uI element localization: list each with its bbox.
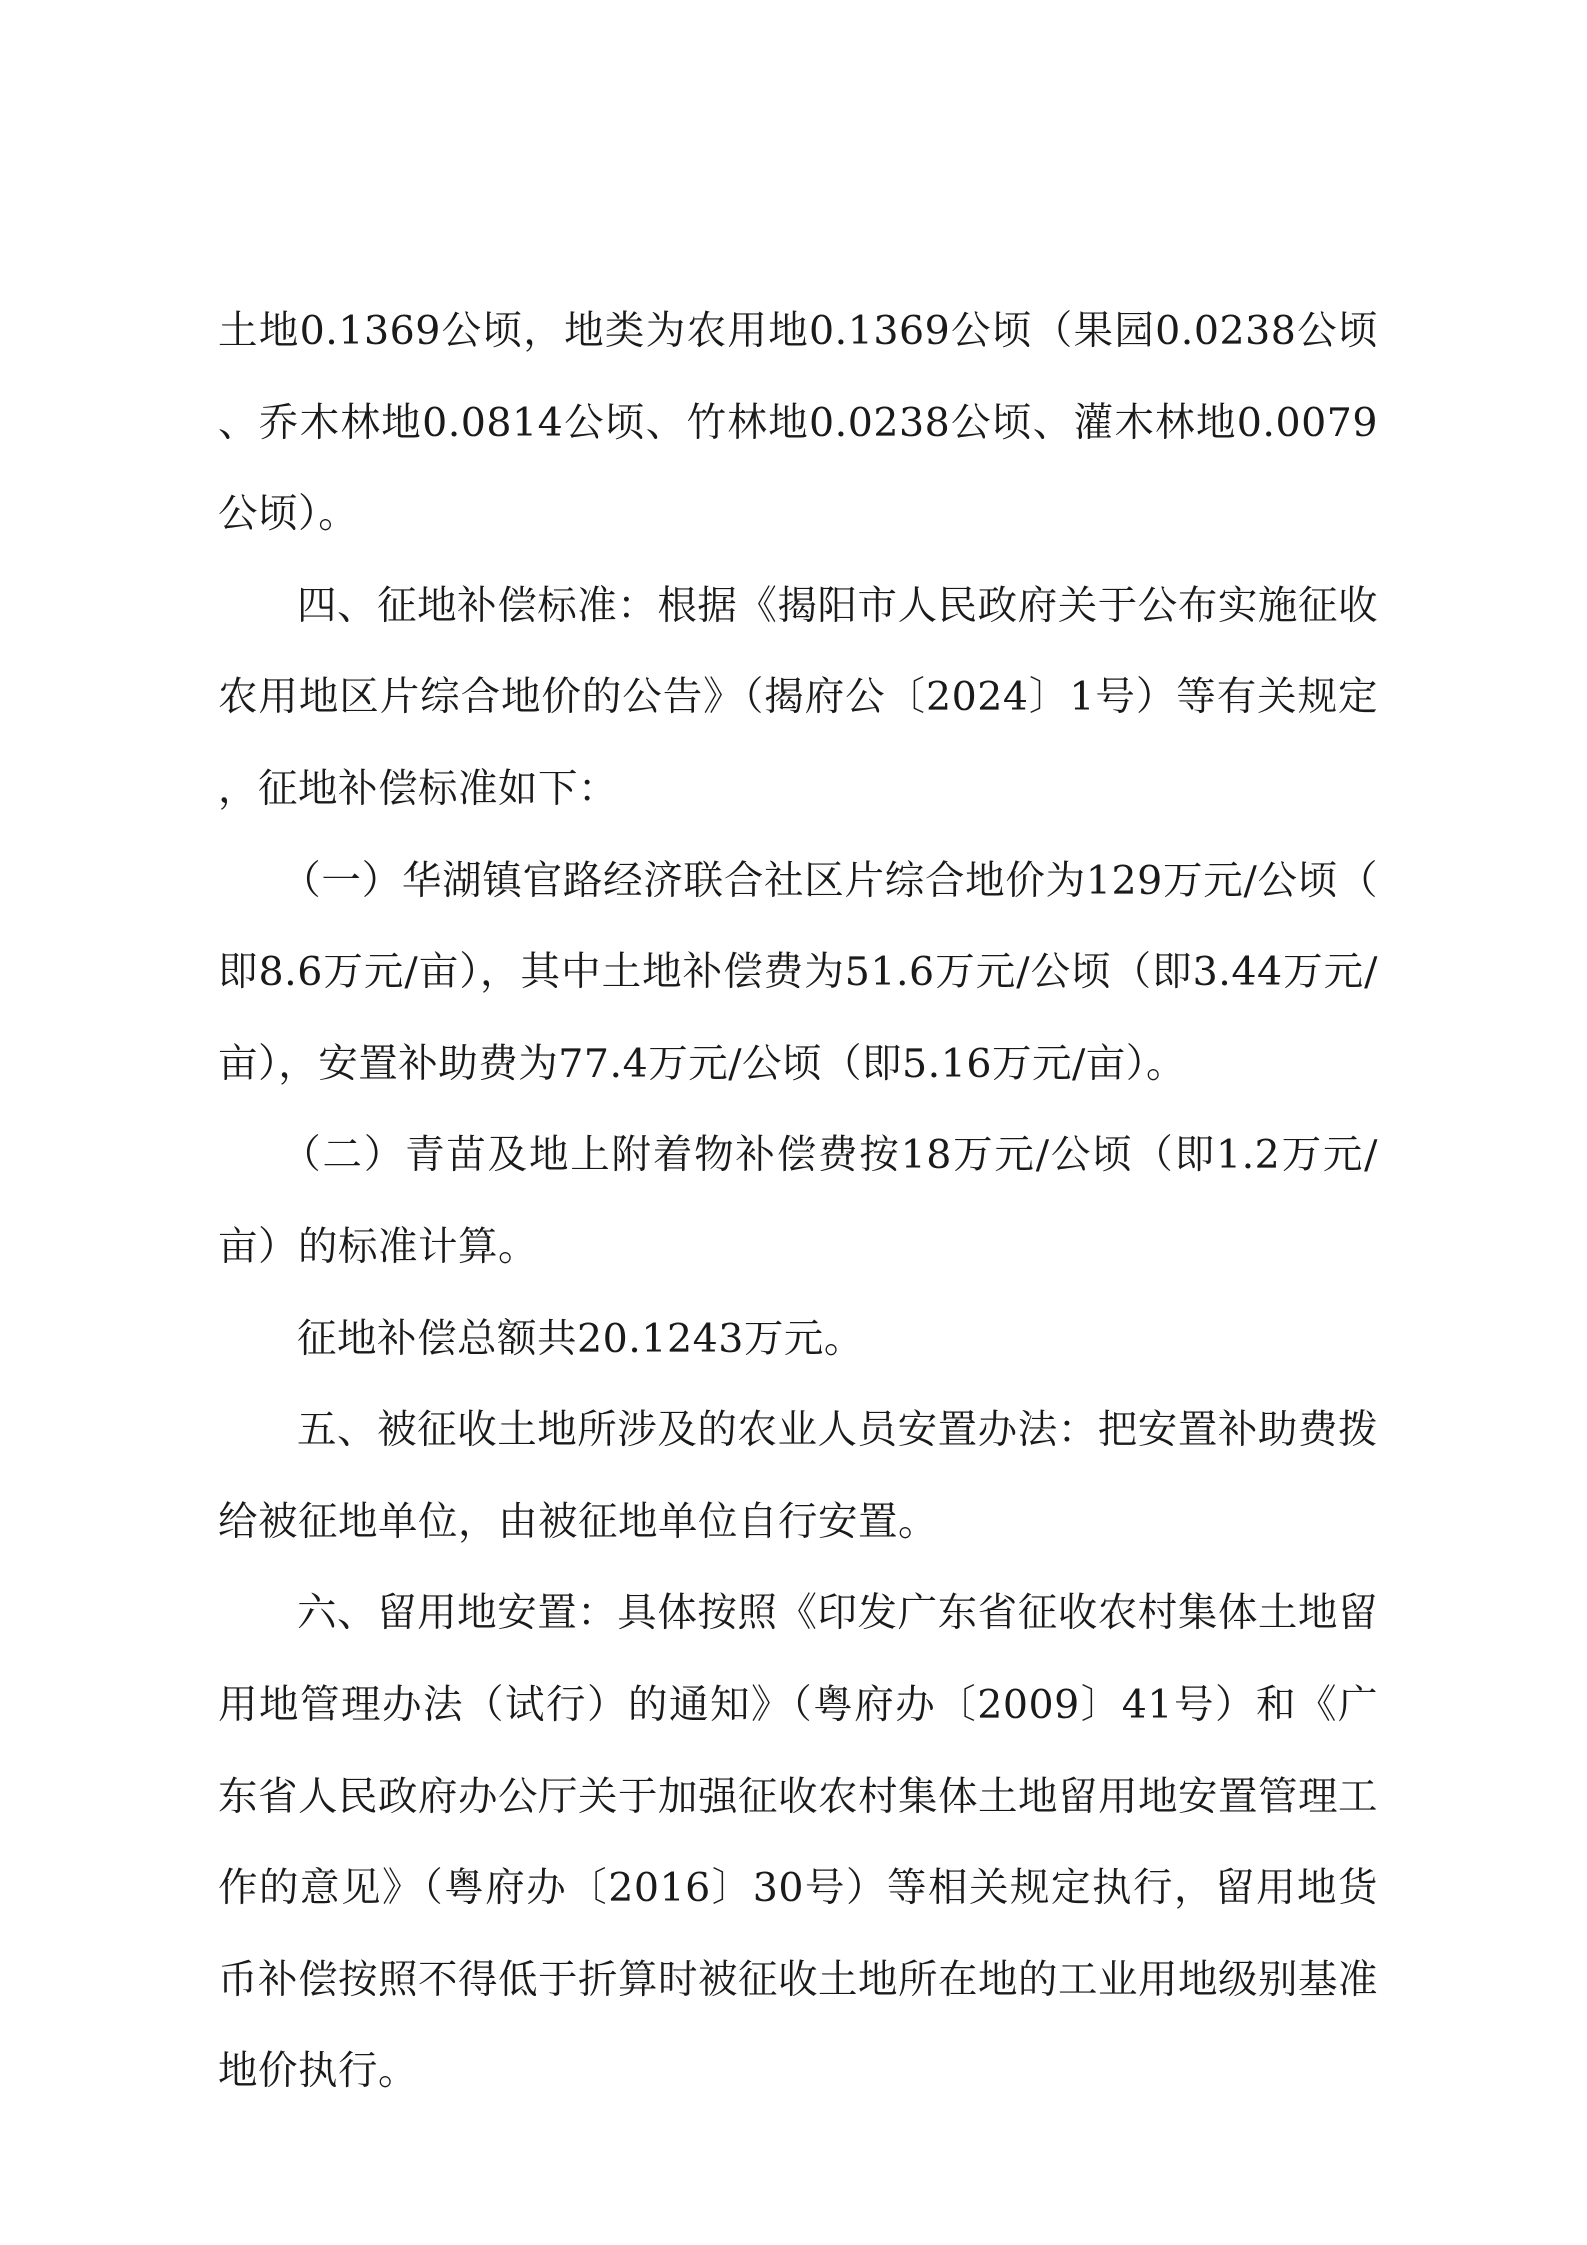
- paragraph-land-area: 土地0.1369公顷，地类为农用地0.1369公顷（果园0.0238公顷、乔木林地0.0814公顷、竹林地0.0238公顷、灌木林地0.0079公顷）。: [218, 308, 1378, 538]
- paragraph-compensation-standard: 四、征地补偿标准：根据《揭阳市人民政府关于公布实施征收农用地区片综合地价的公告》（揭府公〔2024〕1号）等有关规定，征地补偿标准如下：: [218, 582, 1378, 812]
- paragraph-resettlement-method: 五、被征收土地所涉及的农业人员安置办法：把安置补助费拨给被征地单位，由被征地单位自行安置。: [218, 1407, 1378, 1545]
- paragraph-crop-compensation: （二）青苗及地上附着物补偿费按18万元/公顷（即1.2万元/亩）的标准计算。: [218, 1132, 1378, 1270]
- paragraph-regional-land-price: （一）华湖镇官路经济联合社区片综合地价为129万元/公顷（即8.6万元/亩），其中土地补偿费为51.6万元/公顷（即3.44万元/亩），安置补助费为77.4万元/公顷（即5.16万元/亩）。: [218, 857, 1378, 1087]
- paragraph-reserved-land: 六、留用地安置：具体按照《印发广东省征收农村集体土地留用地管理办法（试行）的通知》（粤府办〔2009〕41号）和《广东省人民政府办公厅关于加强征收农村集体土地留用地安置管理工作的意见》（粤府办〔2016〕30号）等相关规定执行，留用地货币补偿按照不得低于折算时被征收土地所在地的工业用地级别基准地价执行。: [218, 1590, 1378, 2095]
- paragraph-total-compensation: 征地补偿总额共20.1243万元。: [297, 1315, 864, 1362]
- document-body: [218, 286, 1378, 2118]
